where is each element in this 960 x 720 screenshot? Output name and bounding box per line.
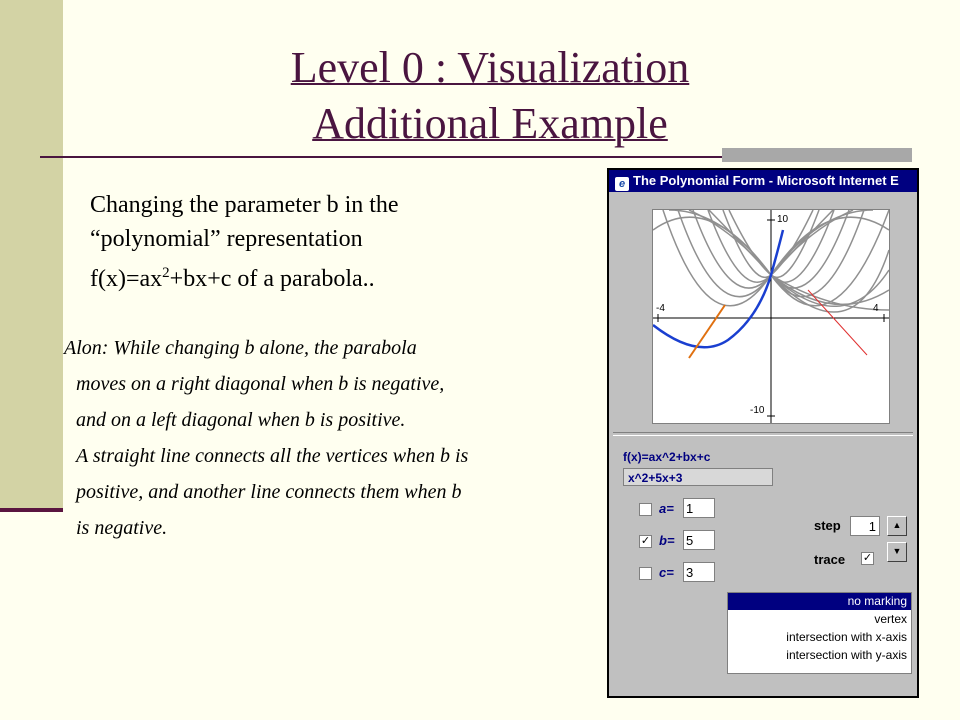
- marking-option[interactable]: vertex: [728, 611, 911, 629]
- y-min-label: -10: [750, 405, 765, 416]
- browser-window: [607, 168, 919, 698]
- trace-label: trace: [814, 552, 846, 567]
- param-b-checkbox[interactable]: ✓: [640, 535, 651, 547]
- title-line-1: Level 0 : Visualization: [290, 43, 690, 92]
- marking-option[interactable]: intersection with x-axis: [728, 629, 911, 647]
- param-c-label: c=: [659, 565, 674, 580]
- marking-option[interactable]: intersection with y-axis: [728, 647, 911, 665]
- expression-field[interactable]: x^2+5x+3: [623, 468, 773, 486]
- intro-formula-pre: f(x)=ax: [90, 266, 163, 292]
- x-max-label: 4: [873, 303, 879, 314]
- step-input[interactable]: 1: [850, 516, 880, 536]
- intro-text: [90, 188, 610, 296]
- intro-line-2: “polynomial” representation: [90, 226, 363, 252]
- param-a-checkbox[interactable]: [639, 503, 652, 516]
- graph-area[interactable]: [652, 209, 890, 424]
- marking-listbox[interactable]: [727, 592, 912, 674]
- window-titlebar[interactable]: [609, 170, 917, 192]
- step-up-button[interactable]: [887, 516, 907, 536]
- title-line-2: Additional Example: [312, 99, 668, 148]
- param-b-input[interactable]: 5: [683, 530, 715, 550]
- marking-option-selected[interactable]: no marking: [728, 593, 911, 611]
- slide-title: [150, 40, 830, 152]
- quote-line: A straight line connects all the vertices when b is: [76, 445, 469, 467]
- intro-line-3: [90, 256, 610, 296]
- quote-line: positive, and another line connects them when b: [76, 481, 462, 503]
- x-min-label: -4: [656, 303, 665, 314]
- quote-line: is negative.: [76, 517, 168, 539]
- param-a-label: a=: [659, 501, 674, 516]
- vertex-line-negative: [689, 305, 725, 358]
- window-title: The Polynomial Form - Microsoft Internet E: [633, 173, 899, 188]
- param-a-input[interactable]: 1: [683, 498, 715, 518]
- left-accent-line: [0, 508, 63, 512]
- intro-formula-post: +bx+c of a parabola..: [169, 266, 375, 292]
- trace-checkbox[interactable]: ✓: [862, 552, 873, 564]
- y-max-label: 10: [777, 214, 789, 225]
- alon-quote: [64, 330, 604, 546]
- step-down-button[interactable]: [887, 542, 907, 562]
- quote-line: moves on a right diagonal when b is negative,: [76, 373, 445, 395]
- intro-line-1: Changing the parameter b in the: [90, 192, 399, 218]
- param-c-input[interactable]: 3: [683, 562, 715, 582]
- param-c-checkbox[interactable]: [639, 567, 652, 580]
- quote-line: Alon: While changing b alone, the parabola: [64, 337, 417, 359]
- parabola-graph: [653, 210, 889, 423]
- param-b-label: b=: [659, 533, 675, 548]
- quote-line: and on a left diagonal when b is positive.: [76, 409, 406, 431]
- left-accent-bar: [0, 0, 63, 512]
- arrow-down-icon: ▼: [892, 546, 902, 556]
- current-curve: [653, 230, 783, 347]
- panel-separator: [613, 432, 913, 436]
- gray-accent-bar: [722, 148, 912, 162]
- formula-label: f(x)=ax^2+bx+c: [623, 450, 711, 464]
- internet-explorer-icon: e: [615, 177, 629, 191]
- intro-formula-sup: 2: [162, 265, 170, 281]
- arrow-up-icon: ▲: [892, 520, 902, 530]
- step-label: step: [814, 518, 841, 533]
